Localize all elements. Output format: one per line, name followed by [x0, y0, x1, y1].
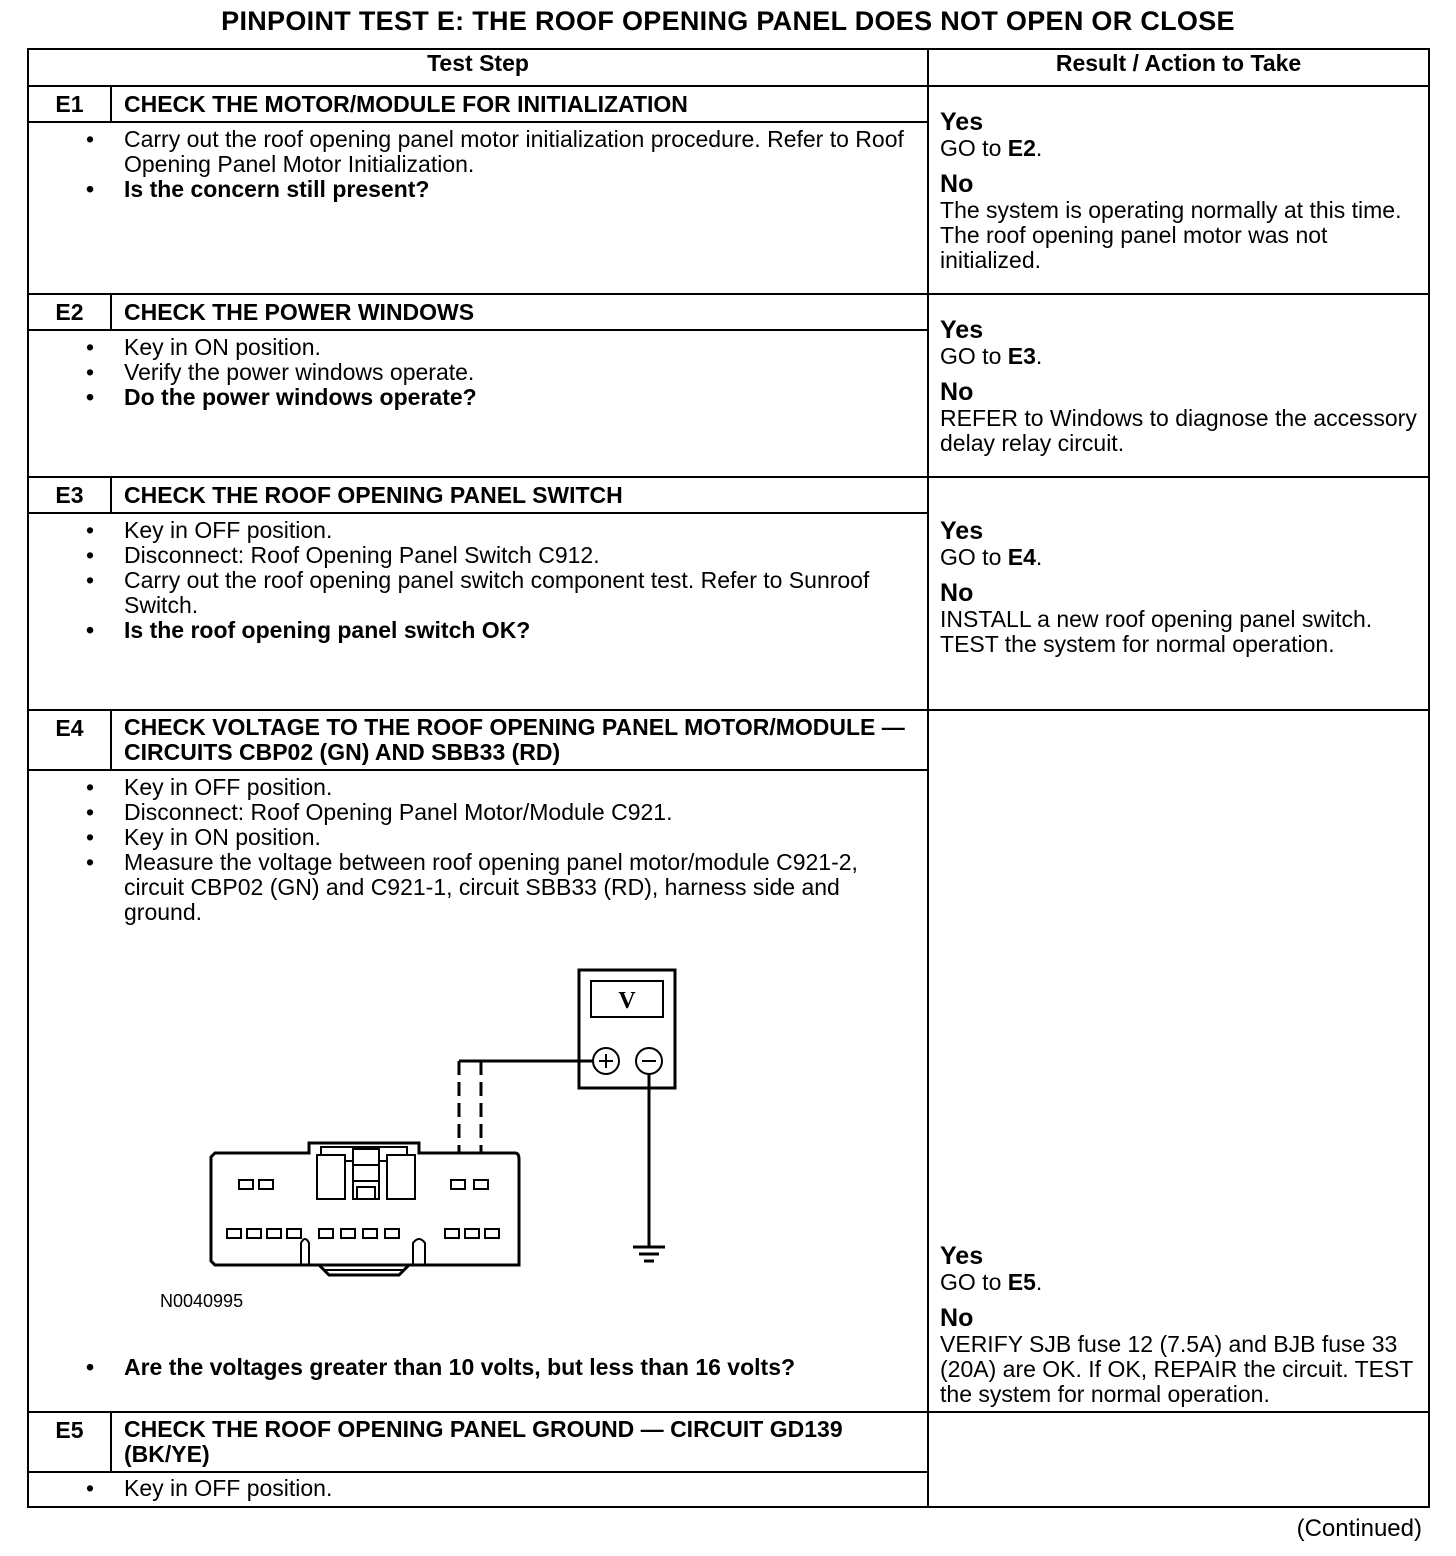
step-bullet: • Key in ON position. — [124, 825, 917, 850]
continued-note: (Continued) — [1296, 1515, 1422, 1542]
step-e1-heading-row — [28, 86, 1429, 122]
yes-label: Yes — [940, 108, 984, 136]
voltmeter-symbol: V — [618, 988, 636, 1014]
step-heading: CHECK THE POWER WINDOWS — [111, 294, 928, 330]
yes-ref: E4 — [1007, 544, 1036, 570]
step-bullet: • Disconnect: Roof Opening Panel Switch C912. — [124, 543, 917, 568]
step-e3-heading-row — [28, 477, 1429, 513]
step-e5-heading-row — [28, 1412, 1429, 1472]
header-test-step: Test Step — [28, 49, 928, 86]
step-bullet: • Key in OFF position. — [124, 518, 917, 543]
no-label: No — [940, 579, 974, 607]
step-bullet: • Disconnect: Roof Opening Panel Motor/Module C921. — [124, 800, 917, 825]
step-question: • Are the voltages greater than 10 volts, but less than 16 volts? — [124, 1355, 917, 1380]
step-bullet: • Carry out the roof opening panel switch component test. Refer to Sunroof Switch. — [124, 568, 917, 618]
step-bullet: • Carry out the roof opening panel motor initialization procedure. Refer to Roof Opening Panel Motor Initialization. — [124, 127, 917, 177]
step-bullet: • Key in OFF position. — [124, 775, 917, 800]
step-id: E3 — [28, 477, 111, 513]
step-e4-result — [928, 710, 1429, 1412]
yes-ref: E2 — [1007, 135, 1036, 161]
no-action: VERIFY SJB fuse 12 (7.5A) and BJB fuse 33 (20A) are OK. If OK, REPAIR the circuit. TEST the system for normal operation. — [940, 1331, 1413, 1407]
no-label: No — [940, 1304, 974, 1332]
yes-ref: E3 — [1007, 343, 1036, 369]
step-question: • Do the power windows operate? — [124, 385, 917, 410]
no-label: No — [940, 170, 974, 198]
step-body — [28, 122, 928, 294]
step-id: E4 — [28, 710, 111, 770]
step-bullet: • Measure the voltage between roof opening panel motor/module C921-2, circuit CBP02 (GN) and C921-1, circuit SBB33 (RD), harness side and ground. — [124, 850, 917, 925]
step-id: E1 — [28, 86, 111, 122]
step-body — [28, 513, 928, 710]
step-heading: CHECK THE MOTOR/MODULE FOR INITIALIZATION — [111, 86, 928, 122]
connector-voltmeter-illustration — [29, 925, 789, 1355]
step-bullet: • Key in ON position. — [124, 335, 917, 360]
yes-label: Yes — [940, 1242, 984, 1270]
step-bullet: • Key in OFF position. — [124, 1476, 917, 1501]
no-action: The system is operating normally at this time. The roof opening panel motor was not initialized. — [940, 197, 1402, 273]
step-bullet: • Verify the power windows operate. — [124, 360, 917, 385]
step-body — [28, 770, 928, 1412]
table-header-row — [28, 49, 1429, 86]
step-body — [28, 330, 928, 477]
yes-action: GO to E5. — [940, 1269, 1043, 1295]
figure-code: N0040995 — [160, 1291, 244, 1311]
step-e5-result — [928, 1412, 1429, 1507]
step-e4-heading-row — [28, 710, 1429, 770]
no-action: INSTALL a new roof opening panel switch. TEST the system for normal operation. — [940, 606, 1373, 657]
no-action: REFER to Windows to diagnose the accessory delay relay circuit. — [940, 405, 1417, 456]
yes-action: GO to E4. — [940, 544, 1043, 570]
step-question: • Is the roof opening panel switch OK? — [124, 618, 917, 643]
step-body — [28, 1472, 928, 1507]
step-question: • Is the concern still present? — [124, 177, 917, 202]
yes-label: Yes — [940, 517, 984, 545]
step-heading: CHECK THE ROOF OPENING PANEL GROUND — CIRCUIT GD139 (BK/YE) — [111, 1412, 928, 1472]
step-e2-result — [928, 294, 1429, 477]
yes-action: GO to E2. — [940, 135, 1043, 161]
step-e2-heading-row — [28, 294, 1429, 330]
yes-label: Yes — [940, 316, 984, 344]
header-result: Result / Action to Take — [928, 49, 1429, 86]
yes-action: GO to E3. — [940, 343, 1043, 369]
step-heading: CHECK VOLTAGE TO THE ROOF OPENING PANEL MOTOR/MODULE — CIRCUITS CBP02 (GN) AND SBB33 (RD) — [111, 710, 928, 770]
step-id: E2 — [28, 294, 111, 330]
voltage-test-diagram — [29, 925, 789, 1355]
step-heading: CHECK THE ROOF OPENING PANEL SWITCH — [111, 477, 928, 513]
step-e1-result — [928, 86, 1429, 294]
pinpoint-test-table — [27, 48, 1430, 1508]
yes-ref: E5 — [1007, 1269, 1036, 1295]
no-label: No — [940, 378, 974, 406]
page-title: PINPOINT TEST E: THE ROOF OPENING PANEL DOES NOT OPEN OR CLOSE — [221, 6, 1235, 36]
step-id: E5 — [28, 1412, 111, 1472]
step-e3-result — [928, 477, 1429, 710]
